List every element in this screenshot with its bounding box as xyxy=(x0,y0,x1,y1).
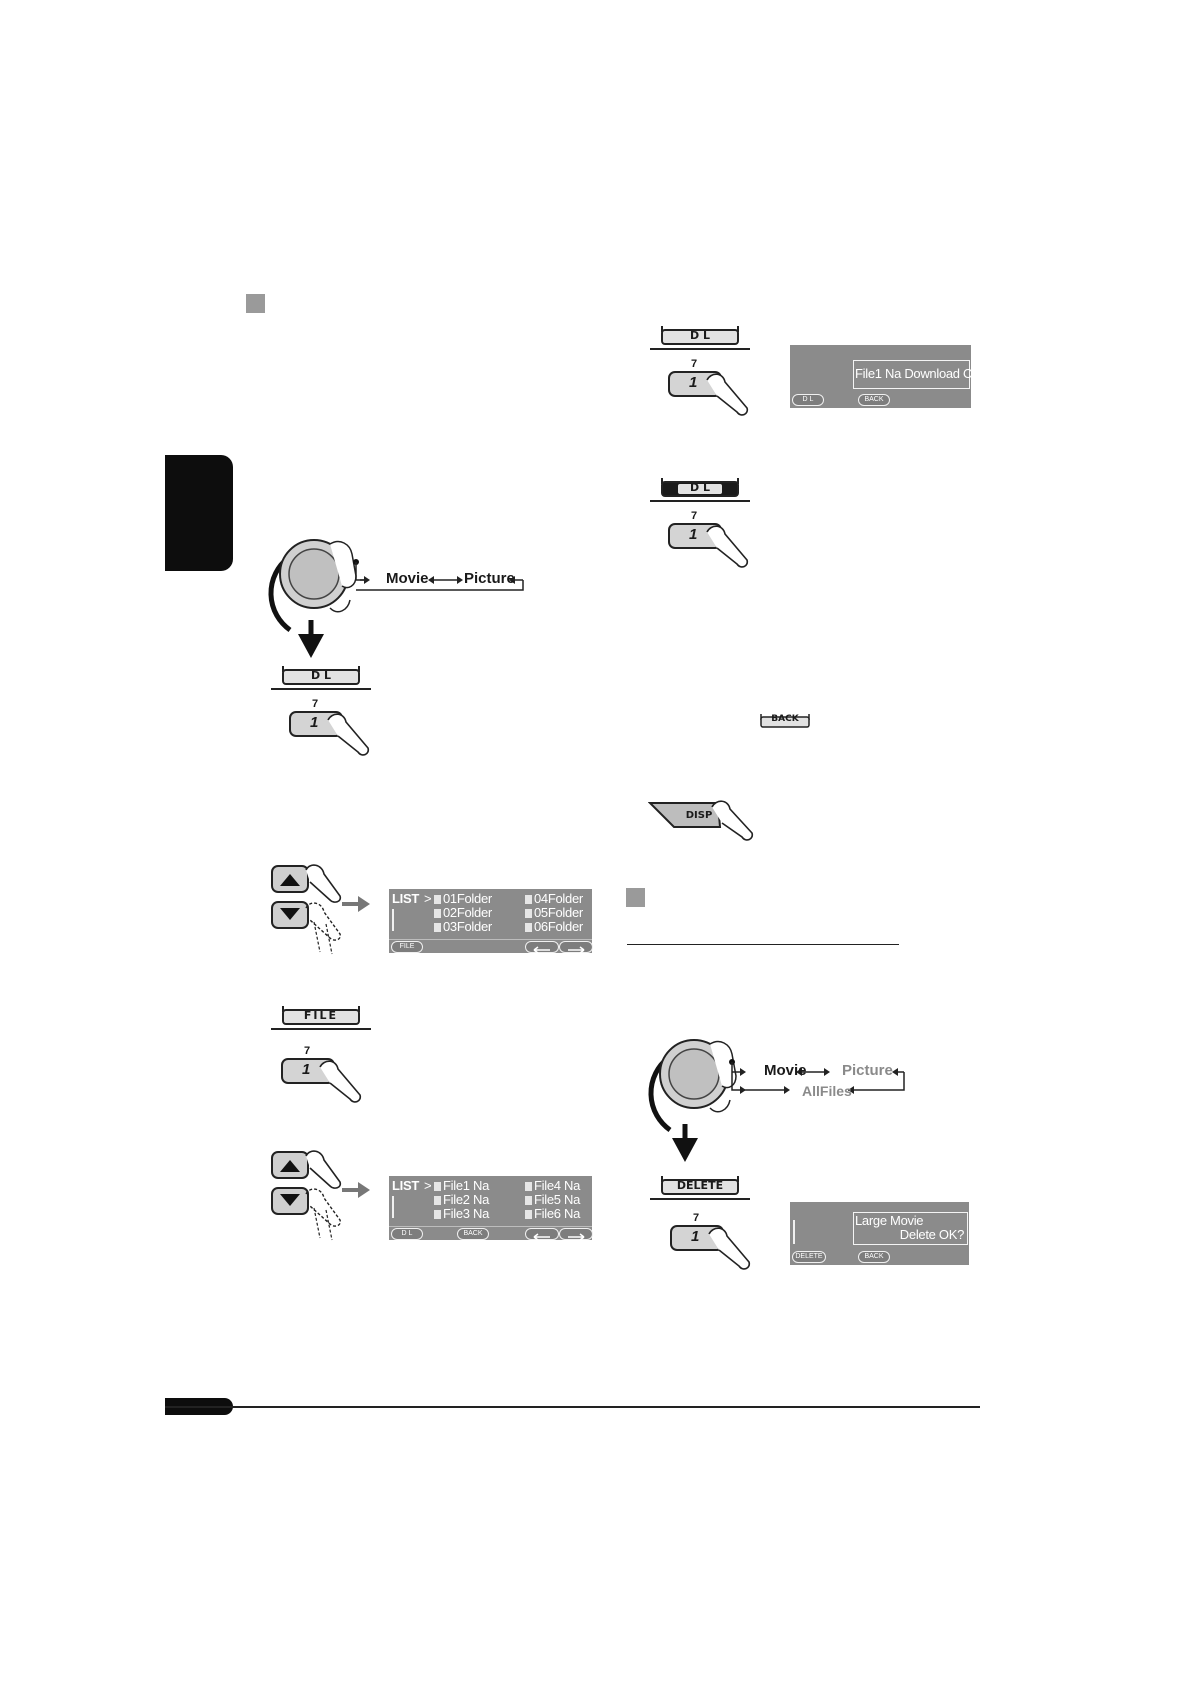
mode-flow-movie: Movie xyxy=(386,570,429,587)
preset-button-1-label: 1 xyxy=(310,714,319,731)
list-item[interactable]: File6 Na xyxy=(525,1207,580,1221)
file-key-label[interactable]: FILE xyxy=(303,1009,339,1022)
download-confirm-screen xyxy=(790,345,989,408)
preset-button-1-label: 1 xyxy=(689,374,698,391)
delete-target-name: Large Movie xyxy=(855,1213,924,1228)
list-scrollbar xyxy=(392,909,394,931)
dl-key-label[interactable]: D L xyxy=(690,481,710,494)
delete-flow-allfiles: AllFiles xyxy=(802,1083,852,1099)
delete-flow-picture: Picture xyxy=(842,1062,893,1079)
dl-key-label[interactable]: D L xyxy=(690,329,710,342)
footer-rule xyxy=(165,1406,980,1408)
list-scrollbar xyxy=(392,1196,394,1218)
preset-number-top: 7 xyxy=(691,510,698,522)
list-item[interactable]: 06Folder xyxy=(525,920,583,934)
arrow-left-icon xyxy=(526,1232,558,1242)
delete-softkey[interactable]: DELETE xyxy=(792,1251,826,1263)
dl-key-label[interactable]: D L xyxy=(311,669,331,682)
control-dial-icon[interactable] xyxy=(268,530,548,665)
preset-button-1-icon[interactable] xyxy=(667,368,757,418)
language-tab xyxy=(165,455,233,571)
preset-number-top: 7 xyxy=(304,1045,311,1057)
list-scrollbar xyxy=(793,1220,795,1244)
preset-number-top: 7 xyxy=(691,358,698,370)
arrow-left-icon xyxy=(526,945,558,955)
next-page-softkey[interactable] xyxy=(559,941,593,953)
list-marker: > xyxy=(424,891,432,906)
list-item[interactable]: 02Folder xyxy=(434,906,492,920)
dl-softkey[interactable]: D L xyxy=(792,394,824,406)
list-item[interactable]: File4 Na xyxy=(525,1179,580,1193)
section-marker-delete xyxy=(626,888,645,907)
list-item[interactable]: File3 Na xyxy=(434,1207,489,1221)
list-title: LIST xyxy=(392,1178,419,1193)
list-item[interactable]: 01Folder xyxy=(434,892,492,906)
mode-flow-picture: Picture xyxy=(464,570,515,587)
preset-button-1-label: 1 xyxy=(689,526,698,543)
file-list-screen xyxy=(389,1176,592,1240)
up-down-buttons-icon[interactable] xyxy=(270,1148,380,1244)
back-softkey[interactable]: BACK xyxy=(858,1251,890,1263)
section-rule xyxy=(627,944,899,945)
delete-confirm-screen xyxy=(790,1202,969,1265)
prev-page-softkey[interactable] xyxy=(525,941,559,953)
preset-button-1-icon[interactable] xyxy=(288,708,378,758)
up-down-buttons-icon[interactable] xyxy=(270,862,380,958)
preset-number-top: 7 xyxy=(312,698,319,710)
list-item[interactable]: 04Folder xyxy=(525,892,583,906)
list-marker: > xyxy=(424,1178,432,1193)
next-page-softkey[interactable] xyxy=(559,1228,593,1240)
back-softkey[interactable]: BACK xyxy=(457,1228,489,1240)
preset-number-top: 7 xyxy=(693,1212,700,1224)
back-softkey[interactable]: BACK xyxy=(858,394,890,406)
prev-page-softkey[interactable] xyxy=(525,1228,559,1240)
list-item[interactable]: File1 Na xyxy=(434,1179,489,1193)
list-title: LIST xyxy=(392,891,419,906)
preset-button-1-label: 1 xyxy=(302,1061,311,1078)
preset-button-1-icon[interactable] xyxy=(669,1222,759,1272)
file-softkey[interactable]: FILE xyxy=(391,941,423,953)
dl-softkey[interactable]: D L xyxy=(391,1228,423,1240)
delete-key-label[interactable]: DELETE xyxy=(676,1179,724,1192)
preset-button-1-label: 1 xyxy=(691,1228,700,1245)
arrow-right-icon xyxy=(560,1232,592,1242)
preset-button-1-icon[interactable] xyxy=(280,1055,370,1105)
section-marker xyxy=(246,294,265,313)
list-item[interactable]: File2 Na xyxy=(434,1193,489,1207)
delete-confirm-message: Delete OK? xyxy=(899,1227,964,1242)
delete-flow-movie: Movie xyxy=(764,1062,807,1079)
back-key-label[interactable]: BACK xyxy=(771,714,799,724)
list-item[interactable]: 05Folder xyxy=(525,906,583,920)
folder-list-screen xyxy=(389,889,592,953)
disp-button-label: DISP xyxy=(685,810,713,821)
arrow-right-icon xyxy=(560,945,592,955)
list-item[interactable]: File5 Na xyxy=(525,1193,580,1207)
control-dial-icon[interactable] xyxy=(648,1030,928,1185)
preset-button-1-icon[interactable] xyxy=(667,520,757,570)
download-message: File1 Na Download OK? xyxy=(855,366,989,381)
list-item[interactable]: 03Folder xyxy=(434,920,492,934)
